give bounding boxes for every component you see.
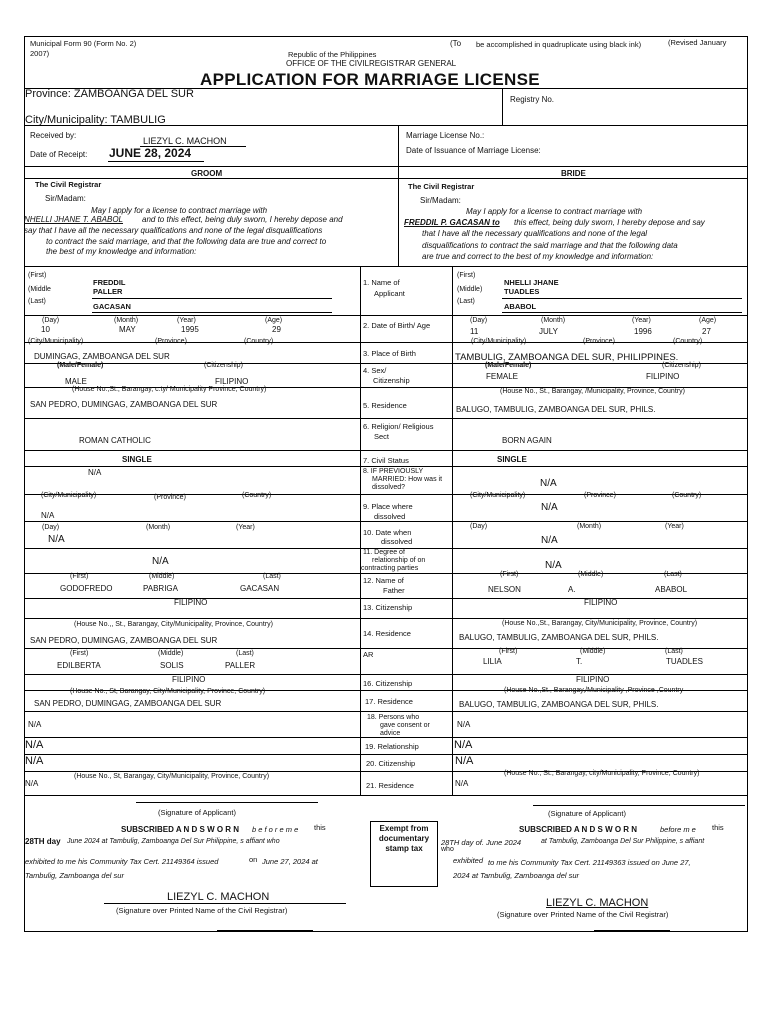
groom-citizenship: FILIPINO: [215, 377, 249, 386]
bride-degree: N/A: [545, 560, 562, 571]
sub-label: (Male/Female): [485, 362, 532, 369]
registry-no-label: Registry No.: [510, 95, 555, 104]
row-divider: [24, 494, 748, 495]
sub-label: (Middle): [580, 648, 606, 655]
bride-consent-residence: N/A: [455, 779, 469, 788]
bride-sex: FEMALE: [486, 372, 519, 381]
row-label: 20. Citizenship: [366, 759, 416, 768]
groom-last-name: GACASAN: [93, 302, 131, 311]
frame-bottom: [24, 931, 748, 932]
divider: [24, 125, 748, 126]
bride-father-residence: BALUGO, TAMBULIG, ZAMBOANGA DEL SUR, PHILS.: [459, 633, 659, 642]
sub-label: (First): [500, 571, 519, 578]
bride-letter-line: this effect, being duly sworn, I hereby depose and say: [514, 218, 705, 227]
sub-label: (Day): [42, 317, 60, 324]
sub-label: (Day): [470, 317, 488, 324]
row-label: 6. Religion/ Religious: [363, 422, 434, 431]
stamp-tax-box: [370, 821, 438, 887]
form-year: 2007): [30, 49, 50, 58]
divider: [398, 125, 399, 167]
groom-consent: N/A: [28, 720, 42, 729]
row-label: 9. Place where: [363, 502, 413, 511]
groom-consent-citizenship: N/A: [25, 755, 44, 767]
bride-birth-day: 11: [470, 327, 479, 336]
groom-exhibit-text: exhibited to me his Community Tax Cert. 21149364 issued: [25, 857, 219, 866]
sub-label: (Last): [664, 571, 682, 578]
groom-oath-text: June 2024 at Tambulig, Zamboanga Del Sur Philippine, s affiant who: [67, 838, 280, 845]
divider: [24, 166, 748, 167]
row-label: relationship of on: [372, 557, 426, 564]
row-label: dissolved: [374, 512, 406, 521]
row-label: advice: [380, 730, 401, 737]
bride-before-me: before m e: [660, 825, 696, 834]
stamp-line: Exempt from: [379, 824, 429, 833]
row-label: 21. Residence: [366, 781, 414, 790]
groom-before-me: b e f o r e m e: [252, 825, 299, 834]
row-label: 19. Relationship: [365, 742, 419, 751]
groom-exhibit-date: June 27, 2024 at: [262, 857, 318, 866]
groom-religion: ROMAN CATHOLIC: [79, 436, 151, 445]
row-label: 7. Civil Status: [363, 456, 409, 465]
row-label: 10. Date when: [363, 528, 412, 537]
row-label: MARRIED: How was it: [372, 476, 443, 483]
sub-label: (City/Municipality): [28, 338, 84, 345]
sub-label: (Last): [28, 298, 46, 305]
bride-registrar-label: (Signature over Printed Name of the Civil Registrar): [497, 910, 669, 919]
sub-label: (House No., St, Barangay, City/Municipality, Province, Country): [70, 688, 266, 695]
groom-birthplace: DUMINGAG, ZAMBOANGA DEL SUR: [34, 352, 170, 361]
bride-mother-middle: T.: [576, 657, 583, 666]
row-label: 5. Residence: [363, 401, 407, 410]
bride-residence: BALUGO, TAMBULIG, ZAMBOANGA DEL SUR, PHILS.: [456, 405, 656, 414]
bride-consent: N/A: [457, 720, 471, 729]
groom-registrar-label: (Signature over Printed Name of the Civil Registrar): [116, 906, 288, 915]
office: OFFICE OF THE CIVILREGISTRAR GENERAL: [286, 59, 457, 68]
bride-civil-status: SINGLE: [497, 455, 527, 464]
frame-left: [24, 36, 25, 932]
bride-middle-name: TUADLES: [504, 287, 540, 296]
row-divider: [24, 598, 748, 599]
row-label: Father: [383, 586, 405, 595]
bride-salutation: Sir/Madam:: [420, 196, 461, 205]
sub-label: (Middle: [28, 286, 51, 293]
stamp-line: documentary: [378, 834, 430, 843]
underline: [92, 312, 332, 313]
row-divider: [24, 711, 748, 712]
sub-label: (City/Municipality): [41, 492, 97, 499]
bride-oath-day: 28TH day of. June 2024: [441, 838, 522, 847]
row-label: 17. Residence: [365, 697, 413, 706]
signature-line: [533, 805, 745, 806]
signature-line: [217, 930, 313, 931]
bride-citizenship: FILIPINO: [646, 372, 680, 381]
groom-letter-line: the best of my knowledge and information:: [46, 247, 197, 256]
row-label: 2. Date of Birth/ Age: [363, 321, 431, 330]
row-label: contracting parties: [361, 565, 419, 572]
bride-oath-who: who: [441, 846, 454, 853]
divider: [24, 178, 748, 179]
stamp-line: stamp tax: [385, 844, 423, 853]
license-no-label: Marriage License No.:: [406, 131, 485, 140]
sub-label: (City/Municipality): [471, 338, 527, 345]
bride-first-name: NHELLI JHANE: [504, 278, 559, 287]
bride-oath-text: at Tambulig, Zamboanga Del Sur Philippine, s affiant: [541, 838, 705, 845]
bride-header: BRIDE: [561, 169, 586, 178]
bride-last-name: ABABOL: [504, 302, 537, 311]
row-divider: [24, 648, 748, 649]
sub-label: (House No., St., Barangay, city/Municipality, Province, Country): [504, 770, 700, 777]
bride-exhibited: exhibited: [453, 856, 484, 865]
sub-label: (Province): [583, 338, 615, 345]
sub-label: (Year): [236, 524, 255, 531]
row-label: dissolved?: [372, 484, 406, 491]
row-divider: [24, 754, 748, 755]
row-label: gave consent or: [380, 722, 430, 729]
row-label: AR: [363, 650, 374, 659]
sub-label: (House No.,St., Barangay, City/Municipality, Province, Country): [502, 620, 698, 627]
bride-registrar-name: LIEZYL C. MACHON: [546, 897, 649, 909]
groom-exhibit-place: Tambulig, Zamboanga del sur: [25, 871, 124, 880]
bride-letter-line: disqualifications to contract the said marriage and that the following data: [422, 241, 678, 250]
row-label: 14. Residence: [363, 629, 411, 638]
groom-letter-heading: The Civil Registrar: [35, 180, 102, 189]
groom-mother-residence: SAN PEDRO, DUMINGAG, ZAMBOANGA DEL SUR: [34, 699, 222, 708]
bride-dissolved-where: N/A: [541, 502, 558, 513]
groom-letter-line: May I apply for a license to contract marriage with: [91, 206, 268, 215]
sub-label: (First): [499, 648, 518, 655]
underline: [502, 312, 742, 313]
sub-label: (Age): [265, 317, 283, 324]
sub-label: (Country): [242, 492, 272, 499]
row-label: 3. Place of Birth: [363, 349, 416, 358]
sub-label: (Age): [699, 317, 717, 324]
row-label: dissolved: [381, 537, 413, 546]
sub-label: (First): [70, 650, 89, 657]
bride-subscribed: SUBSCRIBED A N D S W O R N: [519, 825, 638, 834]
bride-dissolved-how: N/A: [540, 478, 557, 489]
groom-subscribed: SUBSCRIBED A N D S W O R N: [121, 825, 240, 834]
bride-relationship: N/A: [454, 739, 473, 751]
groom-oath-day: 28TH day: [25, 837, 61, 846]
sub-label: (House No.,, St., Barangay, City/Municipality, Province, Country): [74, 621, 273, 628]
sub-label: (Last): [263, 573, 281, 580]
groom-letter-line: say that I have all the necessary qualifications and none of the legal disqualifications: [24, 226, 323, 235]
sub-label: (Year): [665, 523, 684, 530]
frame-right: [747, 36, 748, 932]
received-by: LIEZYL C. MACHON: [143, 136, 227, 146]
sub-label: (House No.,St., Barangay, c.ty/ Municipality Province, Country): [72, 386, 267, 393]
signature-line: [104, 903, 346, 904]
sub-label: (Citizenship): [662, 362, 701, 369]
bride-birth-year: 1996: [634, 327, 652, 336]
row-divider: [24, 315, 748, 316]
groom-signature-label: (Signature of Applicant): [158, 808, 236, 817]
bride-partner-name: FREDDIL P. GACASAN to: [404, 218, 500, 227]
divider: [502, 88, 503, 125]
row-divider: [24, 674, 748, 675]
groom-letter-line: to contract the said marriage, and that the following data are true and correct to: [46, 237, 327, 246]
row-divider: [24, 795, 748, 796]
row-label: 4. Sex/: [363, 366, 387, 375]
bride-letter-line: May I apply for a license to contract marriage with: [466, 207, 643, 216]
row-label: Applicant: [374, 289, 405, 298]
groom-this: this: [314, 823, 326, 832]
bride-mother-first: LILIA: [483, 657, 502, 666]
row-divider: [24, 450, 748, 451]
province: Province: ZAMBOANGA DEL SUR: [25, 88, 194, 100]
bride-birthplace: TAMBULIG, ZAMBOANGA DEL SUR, PHILIPPINES.: [455, 352, 679, 363]
sub-label: (Country): [244, 338, 274, 345]
row-divider: [24, 466, 748, 467]
row-label: 13. Citizenship: [363, 603, 413, 612]
groom-age: 29: [272, 325, 281, 334]
groom-dissolved-when: N/A: [48, 534, 65, 545]
sub-label: (Month): [146, 524, 171, 531]
row-label: 18. Persons who: [367, 714, 420, 721]
row-divider: [24, 573, 748, 574]
sub-label: (First): [457, 272, 476, 279]
bride-letter-line: are true and correct to the best of my knowledge and information:: [422, 252, 654, 261]
column-divider: [360, 266, 361, 796]
bride-father-citizenship: FILIPINO: [584, 598, 618, 607]
groom-father-first: GODOFREDO: [60, 584, 113, 593]
sub-label: (House No., St, Barangay, City/Municipality, Province, Country): [74, 773, 270, 780]
row-label: Citizenship: [373, 376, 410, 385]
sub-label: (Year): [632, 317, 651, 324]
bride-exhibit-place: 2024 at Tambulig, Zamboanga del sur: [453, 871, 580, 880]
groom-mother-last: PALLER: [225, 661, 256, 670]
row-divider: [24, 342, 748, 343]
sub-label: (Month): [577, 523, 602, 530]
groom-birth-month: MAY: [119, 325, 136, 334]
column-divider: [452, 266, 453, 796]
sub-label: (Day): [470, 523, 488, 530]
sub-label: (House No.,St., Barangay,/Municipality ,Province ,Country: [504, 687, 684, 694]
signature-line: [136, 802, 318, 803]
sub-label: (Day): [42, 524, 60, 531]
sub-label: (Province): [154, 494, 186, 501]
groom-salutation: Sir/Madam:: [45, 194, 86, 203]
bride-birth-month: JULY: [539, 327, 558, 336]
groom-relationship: N/A: [25, 739, 44, 751]
city-municipality: City/Municipality: TAMBULIG: [25, 114, 166, 125]
row-divider: [24, 418, 748, 419]
sub-label: (Country): [672, 492, 702, 499]
groom-dissolved-where: N/A: [41, 511, 55, 520]
issuance-date-label: Date of Issuance of Marriage License:: [406, 146, 541, 155]
bride-religion: BORN AGAIN: [502, 436, 552, 445]
sub-label: (Last): [236, 650, 254, 657]
date-of-receipt-label: Date of Receipt:: [30, 150, 88, 159]
bride-father-last: ABABOL: [655, 585, 688, 594]
sub-label: (Middle): [457, 286, 483, 293]
groom-father-residence: SAN PEDRO, DUMINGAG, ZAMBOANGA DEL SUR: [30, 636, 218, 645]
groom-birth-year: 1995: [181, 325, 199, 334]
groom-mother-citizenship: FILIPINO: [172, 675, 206, 684]
groom-degree: N/A: [152, 556, 169, 567]
row-label: 8. IF PREVIOUSLY: [363, 468, 424, 475]
republic: Republic of the Philippines: [288, 50, 377, 59]
groom-father-last: GACASAN: [240, 584, 280, 593]
sub-label: (Province): [155, 338, 187, 345]
sub-label: (Last): [457, 298, 475, 305]
row-divider: [24, 618, 748, 619]
sub-label: (Province): [584, 492, 616, 499]
signature-line: [594, 930, 670, 931]
bride-age: 27: [702, 327, 711, 336]
row-label: 1. Name of: [363, 278, 400, 287]
sub-label: (First): [28, 272, 47, 279]
bride-letter-line: that I have all the necessary qualifications and none of the legal: [422, 229, 648, 238]
instruction: be accomplished in quadruplicate using black ink): [476, 40, 642, 49]
form-number: Municipal Form 90 (Form No. 2): [30, 39, 137, 48]
row-label: 12. Name of: [363, 576, 404, 585]
underline: [108, 161, 204, 162]
sub-label: (First): [70, 573, 89, 580]
revised-note: (Revised January: [668, 38, 727, 47]
groom-civil-status: SINGLE: [122, 455, 152, 464]
bride-father-first: NELSON: [488, 585, 521, 594]
bride-mother-residence: BALUGO, TAMBULIG, ZAMBOANGA DEL SUR, PHILS.: [459, 700, 659, 709]
row-divider: [24, 737, 748, 738]
sub-label: (Country): [673, 338, 703, 345]
divider: [24, 266, 748, 267]
sub-label: (Last): [665, 648, 683, 655]
divider: [398, 166, 399, 266]
sub-label: (Middle): [158, 650, 184, 657]
bride-dissolved-when: N/A: [541, 535, 558, 546]
groom-residence: SAN PEDRO, DUMINGAG, ZAMBOANGA DEL SUR: [30, 400, 218, 409]
underline: [92, 298, 332, 299]
row-label: Sect: [374, 432, 390, 441]
sub-label: (Male/Female): [57, 362, 104, 369]
sub-label: (House No., St., Barangay, /Municipality, Province, Country): [500, 388, 685, 395]
groom-consent-residence: N/A: [25, 779, 39, 788]
bride-mother-last: TUADLES: [666, 657, 703, 666]
groom-sex: MALE: [65, 377, 87, 386]
bride-consent-citizenship: N/A: [455, 755, 474, 767]
row-divider: [24, 363, 748, 364]
groom-mother-first: EDILBERTA: [57, 661, 101, 670]
bride-letter-heading: The Civil Registrar: [408, 182, 475, 191]
sub-label: (City/Municipality): [470, 492, 526, 499]
row-label: 16. Citizenship: [363, 679, 413, 688]
received-by-label: Received by:: [30, 131, 77, 140]
row-divider: [24, 521, 748, 522]
page-title: APPLICATION FOR MARRIAGE LICENSE: [200, 70, 540, 89]
groom-letter-line: and to this effect, being duly sworn, I hereby depose and: [142, 215, 343, 224]
groom-father-middle: PABRIGA: [143, 584, 178, 593]
instruction-prefix: (To: [450, 39, 462, 48]
sub-label: (Middle): [149, 573, 175, 580]
sub-label: (Citizenship): [204, 362, 243, 369]
groom-middle-name: PALLER: [93, 287, 123, 296]
bride-father-middle: A.: [568, 585, 576, 594]
date-of-receipt: JUNE 28, 2024: [109, 146, 192, 160]
groom-partner-name: NHELLI JHANE T. ABABOL: [24, 215, 123, 224]
sub-label: (Month): [114, 317, 139, 324]
groom-first-name: FREDDIL: [93, 278, 126, 287]
groom-mother-middle: SOLIS: [160, 661, 184, 670]
bride-this: this: [712, 823, 724, 832]
groom-birth-day: 10: [41, 325, 50, 334]
sub-label: (Month): [541, 317, 566, 324]
bride-signature-label: (Signature of Applicant): [548, 809, 626, 818]
groom-father-citizenship: FILIPINO: [174, 598, 208, 607]
groom-dissolved-how: N/A: [88, 468, 102, 477]
row-label: 11. Degree of: [363, 549, 405, 556]
frame-top: [24, 36, 748, 37]
groom-header: GROOM: [191, 169, 223, 178]
groom-registrar-name: LIEZYL C. MACHON: [167, 891, 270, 903]
bride-mother-citizenship: FILIPINO: [576, 675, 610, 684]
sub-label: (Year): [177, 317, 196, 324]
bride-exhibit-text: to me his Community Tax Cert. 21149363 issued on June 27,: [488, 858, 691, 867]
underline: [502, 298, 742, 299]
sub-label: (Middle): [578, 571, 604, 578]
groom-on: on: [249, 855, 258, 864]
